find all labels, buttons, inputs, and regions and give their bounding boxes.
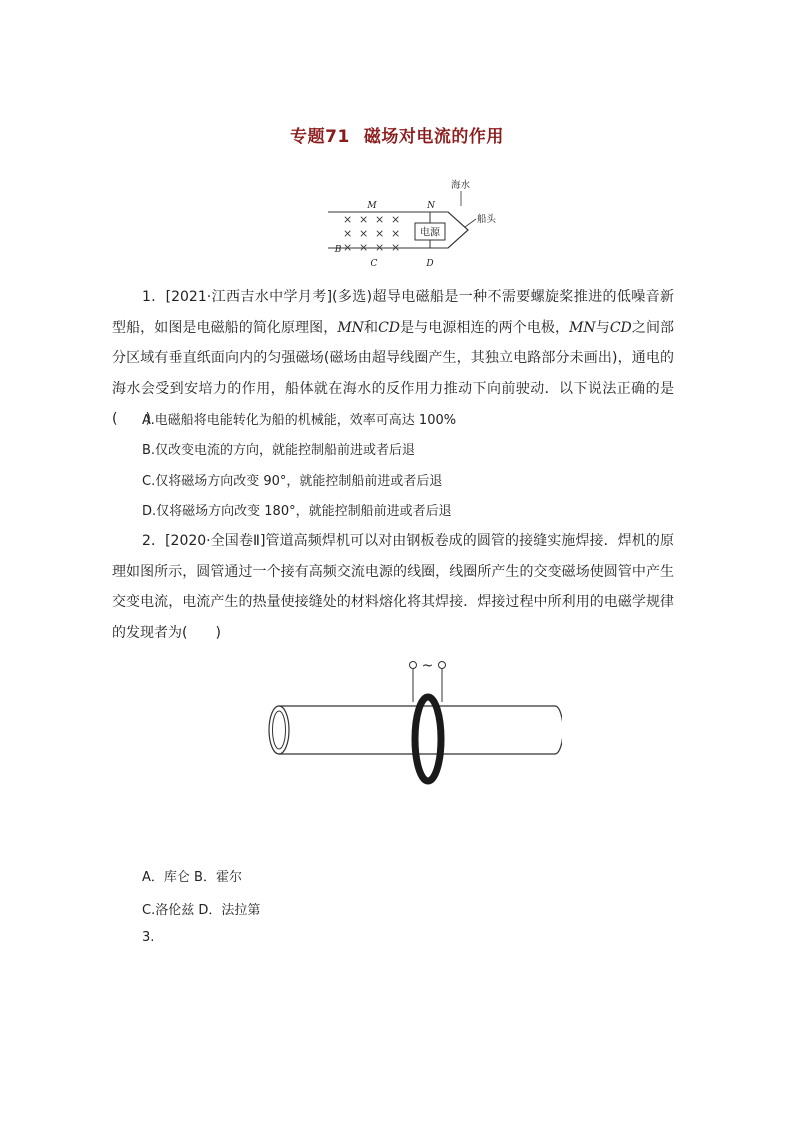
question-1-text: 1．[2021·江西吉水中学月考](多选)超导电磁船是一种不需要螺旋桨推进的低噪音新型船，如图是电磁船的简化原理图，MN和CD是与电源相连的两个电极，MN与CD之间部分区域有垂直纸面向内的匀强磁场(磁场由超导线圈产生，其独立电路部分未画出)，通电的海水会受到安培力的作用，船体就在海水的反作用力推动下向前驶动．以下说法正确的是( ) [112,289,675,427]
field-mark: × [391,241,401,254]
field-mark: × [375,241,385,254]
q1-option-c: C.仅将磁场方向改变 90°，就能控制船前进或者后退 [142,474,443,489]
field-mark: × [359,213,369,226]
q2-options-row-2: C.洛伦兹 D．法拉第 [142,903,261,918]
bow-pointer [465,219,476,227]
terminal-right [439,662,446,669]
mn-electrode-ref: MN [569,319,596,336]
label-c: C [370,259,378,269]
page-title [0,122,794,147]
field-mark: × [343,241,353,254]
label-m: M [367,201,377,211]
field-mark: × [343,227,353,240]
welding-diagram [262,658,562,798]
field-mark: × [391,227,401,240]
title-topic: 磁场对电流的作用 [363,127,504,147]
field-mark: × [359,241,369,254]
q1-option-b: B.仅改变电流的方向，就能控制船前进或者后退 [142,443,416,458]
label-d: D [426,259,434,269]
power-source-label: 电源 [420,227,440,239]
label-n: N [427,201,435,211]
question-3-number: 3. [142,930,155,945]
q1-option-a: A.电磁船将电能转化为船的机械能，效率可高达 100% [142,413,457,428]
label-seawater: 海水 [451,180,471,191]
question-2-text: 2．[2020·全国卷Ⅱ]管道高频焊机可以对由钢板卷成的圆管的接缝实施焊接．焊机的原理如图所示，圆管通过一个接有高频交流电源的线圈，线圈所产生的交变磁场使圆管中产生交变电流，电流产生的热量使接缝处的材料熔化将其焊接．焊接过程中所利用的电磁学规律的发现者为( ) [112,533,674,641]
tube-end-inner [273,711,286,749]
q2-options-row-1: A．库仑 B．霍尔 [142,870,242,885]
ac-source-symbol: ~ [421,658,434,674]
q1-option-d: D.仅将磁场方向改变 180°，就能控制船前进或者后退 [142,504,452,519]
label-bow: 船头 [477,214,497,225]
field-mark: × [343,213,353,226]
field-mark: × [375,227,385,240]
cd-electrode-ref: CD [378,319,401,336]
title-number: 专题71 [290,127,350,147]
label-b: B [334,245,342,255]
cd-electrode-ref: CD [609,319,632,336]
field-mark: × [359,227,369,240]
ship-diagram [320,175,510,270]
field-mark: × [375,213,385,226]
mn-electrode-ref: MN [337,319,364,336]
field-mark: × [391,213,401,226]
terminal-left [410,662,417,669]
